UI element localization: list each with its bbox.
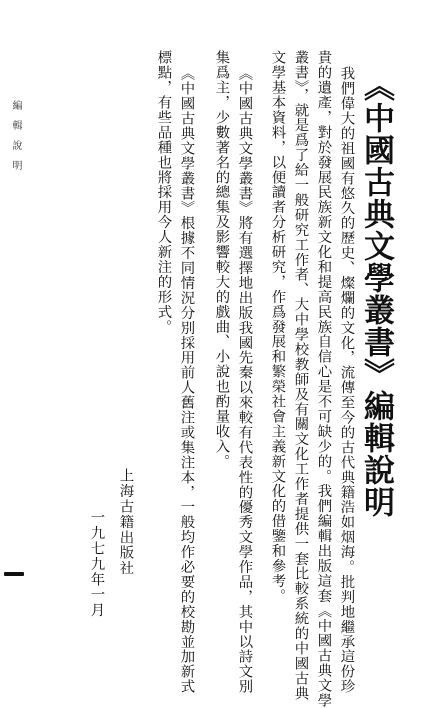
paragraph-3-line-1: 《中國古典文學叢書》根據不同情況分別採用前人舊注或集注本，一般均作必要的校勘並加新式 bbox=[178, 66, 195, 694]
paragraph-1-line-4: 文學基本資料，以便讀者分析研究，作爲發展和繁榮社會主義新文化的借鑒和參考。 bbox=[269, 50, 286, 604]
publisher-signature: 上海古籍出版社 bbox=[117, 468, 134, 576]
paragraph-1-line-3: 叢書》，就是爲了給一般研究工作者、大中學校教師及有關文化工作者提供一套比較系統的中國古典 bbox=[292, 50, 309, 701]
page-number-mark bbox=[4, 572, 24, 576]
paragraph-1-line-1: 我們偉大的祖國有悠久的歷史、燦爛的文化，流傳至今的古代典籍浩如烟海。批判地繼承這份珍 bbox=[338, 66, 355, 694]
paragraph-2-line-2: 集爲主，少數著名的總集及影響較大的戲曲、小說也酌量收入。 bbox=[213, 50, 230, 469]
publication-date: 一九七九年一月 bbox=[88, 510, 105, 618]
running-header: 編輯說明 bbox=[10, 100, 21, 180]
paragraph-3-line-2: 標點，有些品種也將採用今人新注的形式。 bbox=[155, 50, 172, 335]
page-title: 《中國古典文學叢書》編輯說明 bbox=[358, 70, 394, 518]
paragraph-2-line-1: 《中國古典文學叢書》將有選擇地出版我國先秦以來較有代表性的優秀文學作品，其中以詩文別 bbox=[236, 66, 253, 694]
paragraph-1-line-2: 貴的遺產，對於發展民族新文化和提高民族自信心是不可缺少的。我們編輯出版這套《中國古典文學 bbox=[315, 50, 332, 708]
